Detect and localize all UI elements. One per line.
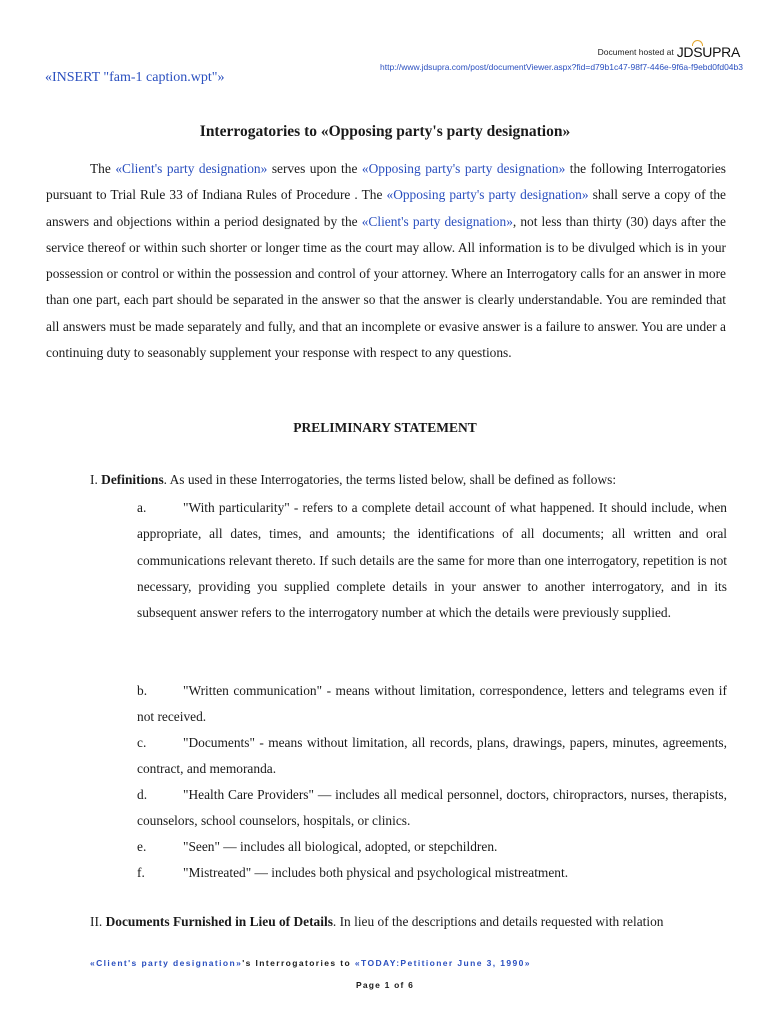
- intro-text-4: shall serve a copy of the answers and objections within a period designated by the: [46, 187, 726, 229]
- section-documents: [90, 914, 730, 930]
- definition-text: "Seen" — includes all biological, adopted, or stepchildren.: [183, 839, 498, 854]
- section-text: . As used in these Interrogatories, the terms listed below, shall be defined as follows:: [163, 472, 617, 487]
- definition-letter: f.: [137, 865, 145, 880]
- opposing-designation-field-2[interactable]: «Opposing party's party designation»: [386, 187, 589, 203]
- definition-d: [137, 782, 727, 835]
- document-url-link[interactable]: http://www.jdsupra.com/post/documentViewer.aspx?fid=d79b1c47-98f7-446e-9f6a-f9ebd0fd04b3: [380, 62, 743, 72]
- section-heading: Documents Furnished in Lieu of Details: [105, 914, 333, 929]
- client-designation-field[interactable]: «Client's party designation»: [115, 161, 268, 176]
- definition-text: "Mistreated" — includes both physical and psychological mistreatment.: [183, 865, 569, 880]
- footer-client-field[interactable]: «Client's party designation»: [90, 958, 243, 968]
- section-number: II.: [90, 914, 106, 929]
- logo-s: S: [693, 44, 703, 60]
- definition-b: [137, 678, 727, 731]
- intro-text-1: The: [90, 161, 116, 176]
- section-text: . In lieu of the descriptions and details requested with relation: [332, 914, 664, 929]
- definition-letter: d.: [137, 787, 148, 802]
- definition-text: "Health Care Providers" — includes all medical personnel, doctors, chiropractors, nurses, therapists, counselors, school counselors, hospitals, or clinics.: [137, 787, 727, 829]
- definition-e: [137, 834, 727, 860]
- logo-right: UPRA: [702, 44, 740, 60]
- logo-left: JD: [676, 44, 694, 60]
- hosted-label: Document hosted at: [597, 47, 674, 57]
- intro-text-5: , not less than thirty (30) days after the service thereof or within such shorter or longer time as the court may allow. All information is to be divulged which is in your possession or control or within the possession and control of your attorney. Where an Interrogatory calls for an answer in more than one part, each part should be separated in the answer so that the answer is clearly understandable. You are reminded that all answers must be made separately and fully, and that an incomplete or evasive answer is a failure to answer. You are under a continuing duty to seasonably supplement your response with respect to any questions.: [46, 213, 726, 361]
- insert-caption: «INSERT "fam-1 caption.wpt"»: [45, 70, 225, 85]
- definition-letter: c.: [137, 735, 147, 750]
- page-footer: [90, 958, 531, 968]
- preliminary-heading: PRELIMINARY STATEMENT: [293, 420, 477, 435]
- section-heading: Definitions: [101, 472, 164, 487]
- intro-text-2: serves upon the: [267, 161, 362, 176]
- definition-letter: a.: [137, 500, 147, 515]
- footer-text: 's Interrogatories to: [242, 958, 355, 968]
- page-number: Page 1 of 6: [355, 980, 415, 990]
- intro-paragraph: [46, 156, 726, 366]
- intro-text-3: the following Interrogatories pursuant to Trial Rule 33 of Indiana Rules of Procedure . The: [46, 161, 727, 203]
- client-designation-field-2[interactable]: «Client's party designation»: [361, 213, 513, 229]
- footer-date-field[interactable]: «TODAY:Petitioner June 3, 1990»: [354, 958, 531, 968]
- definition-f: [137, 860, 727, 886]
- definition-text: "With particularity" - refers to a complete detail account of what happened. It should include, when appropriate, all dates, times, and amounts; the identifications of all documents; all written and oral communications relevant thereto. If such details are the same for more than one interrogatory, repetition is not necessary, providing you supplied complete details in your answer to another interrogatory, and in its subsequent answer refers to the interrogatory number at which the details were previously supplied.: [137, 500, 727, 621]
- document-title: Interrogatories to «Opposing party's party designation»: [199, 123, 571, 140]
- section-definitions: [90, 472, 616, 488]
- hosted-notice: [598, 44, 740, 60]
- definition-a: [137, 495, 727, 626]
- opposing-designation-field[interactable]: «Opposing party's party designation»: [361, 161, 566, 176]
- jdsupra-logo[interactable]: [677, 44, 740, 60]
- definition-letter: b.: [137, 683, 148, 698]
- section-number: I.: [90, 472, 102, 487]
- definition-text: "Documents" - means without limitation, all records, plans, drawings, papers, minutes, agreements, contract, and memoranda.: [137, 735, 727, 777]
- definition-text: "Written communication" - means without limitation, correspondence, letters and telegrams even if not received.: [137, 683, 727, 725]
- definition-letter: e.: [137, 839, 147, 854]
- definition-c: [137, 730, 727, 783]
